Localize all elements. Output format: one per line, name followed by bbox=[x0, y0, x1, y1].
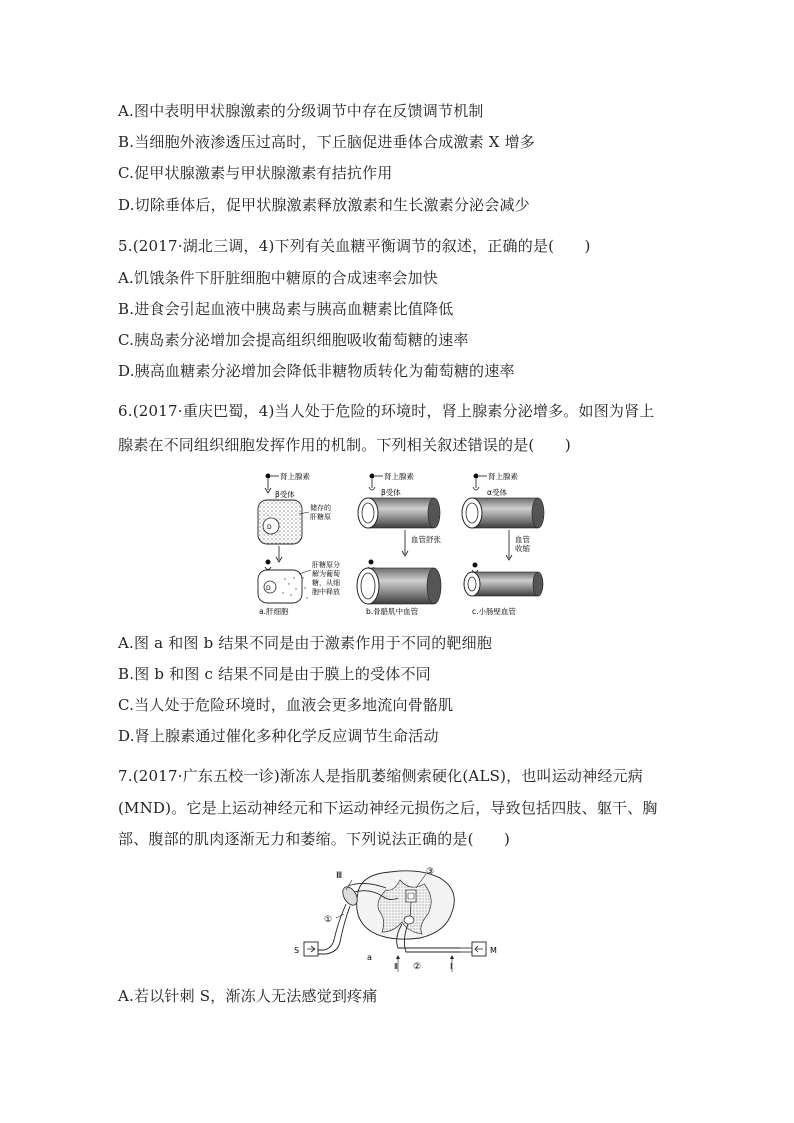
svg-text:D: D bbox=[266, 585, 271, 592]
q6-option-c: C.当人处于危险环境时，血液会更多地流向骨骼肌 bbox=[118, 696, 454, 714]
adrenaline-mechanism-figure bbox=[255, 466, 545, 620]
caption-b: b.骨骼肌中血管 bbox=[366, 607, 419, 616]
glycogen-release-label-4: 胞中释放 bbox=[312, 588, 340, 596]
q6-option-a: A.图 a 和图 b 结果不同是由于激素作用于不同的靶细胞 bbox=[118, 634, 493, 652]
q7-stem-line-3: 部、腹部的肌肉逐渐无力和萎缩。下列说法正确的是( ) bbox=[118, 830, 511, 848]
label-M: M bbox=[490, 946, 497, 955]
hormone-label-b: 肾上腺素 bbox=[384, 472, 414, 481]
q5-option-b: B.进食会引起血液中胰岛素与胰高血糖素比值降低 bbox=[118, 300, 454, 318]
label-a: a bbox=[367, 953, 372, 962]
alpha-receptor-label: α受体 bbox=[487, 488, 507, 497]
label-III: Ⅲ bbox=[336, 871, 343, 881]
q5-option-d: D.胰高血糖素分泌增加会降低非糖物质转化为葡萄糖的速率 bbox=[118, 362, 515, 380]
label-S: S bbox=[294, 946, 300, 955]
glycogen-release-label-2: 解为葡萄 bbox=[312, 570, 340, 578]
q6-option-b: B.图 b 和图 c 结果不同是由于膜上的受体不同 bbox=[118, 665, 431, 683]
panel-b-skeletal-muscle-vessel bbox=[357, 471, 441, 616]
label-I: Ⅰ bbox=[450, 962, 453, 971]
stored-glycogen-label-1: 储存的 bbox=[310, 504, 331, 512]
vessel-dilate-label: 血管舒张 bbox=[411, 535, 441, 544]
vessel-contract-label-1: 血管 bbox=[515, 535, 530, 544]
q4-option-c: C.促甲状腺激素与甲状腺激素有拮抗作用 bbox=[118, 164, 393, 182]
caption-a: a.肝细胞 bbox=[259, 607, 289, 616]
q5-stem: 5.(2017·湖北三调，4)下列有关血糖平衡调节的叙述，正确的是( ) bbox=[118, 237, 591, 255]
q6-stem-line-2: 腺素在不同组织细胞发挥作用的机制。下列相关叙述错误的是( ) bbox=[118, 436, 571, 454]
panel-a-liver-cell bbox=[258, 471, 340, 616]
reflex-arc-figure bbox=[290, 862, 510, 972]
q4-option-b: B.当细胞外液渗透压过高时，下丘脑促进垂体合成激素 X 增多 bbox=[118, 133, 536, 151]
panel-c-intestinal-vessel bbox=[462, 471, 544, 616]
label-3: ③ bbox=[426, 867, 435, 877]
svg-text:D: D bbox=[267, 524, 272, 531]
glycogen-release-label-1: 肝糖原分 bbox=[312, 561, 340, 569]
glycogen-release-label-3: 糖，从细 bbox=[312, 579, 340, 587]
hormone-label-a: 肾上腺素 bbox=[280, 472, 310, 481]
q7-option-a: A.若以针刺 S，渐冻人无法感觉到疼痛 bbox=[118, 987, 378, 1005]
q4-option-a: A.图中表明甲状腺激素的分级调节中存在反馈调节机制 bbox=[118, 102, 484, 120]
q6-stem-line-1: 6.(2017·重庆巴蜀，4)当人处于危险的环境时，肾上腺素分泌增多。如图为肾上 bbox=[118, 402, 655, 420]
label-1: ① bbox=[324, 915, 333, 925]
hormone-label-c: 肾上腺素 bbox=[488, 472, 518, 481]
q7-stem-line-1: 7.(2017·广东五校一诊)渐冻人是指肌萎缩侧索硬化(ALS)，也叫运动神经元病 bbox=[118, 767, 643, 785]
q6-option-d: D.肾上腺素通过催化多种化学反应调节生命活动 bbox=[118, 727, 439, 745]
label-II: Ⅱ bbox=[394, 962, 398, 971]
caption-c: c.小肠壁血管 bbox=[472, 607, 517, 616]
stored-glycogen-label-2: 肝糖原 bbox=[310, 513, 331, 521]
q5-option-c: C.胰岛素分泌增加会提高组织细胞吸收葡萄糖的速率 bbox=[118, 331, 469, 349]
q5-option-a: A.饥饿条件下肝脏细胞中糖原的合成速率会加快 bbox=[118, 269, 439, 287]
q7-stem-line-2: (MND)。它是上运动神经元和下运动神经元损伤之后，导致包括四肢、躯干、胸 bbox=[118, 799, 658, 817]
label-2: ② bbox=[413, 962, 422, 972]
vessel-contract-label-2: 收缩 bbox=[515, 544, 530, 553]
beta-receptor-label-a: β受体 bbox=[275, 490, 295, 499]
beta-receptor-label-b: β受体 bbox=[381, 488, 401, 497]
q4-option-d: D.切除垂体后，促甲状腺激素释放激素和生长激素分泌会减少 bbox=[118, 196, 530, 214]
